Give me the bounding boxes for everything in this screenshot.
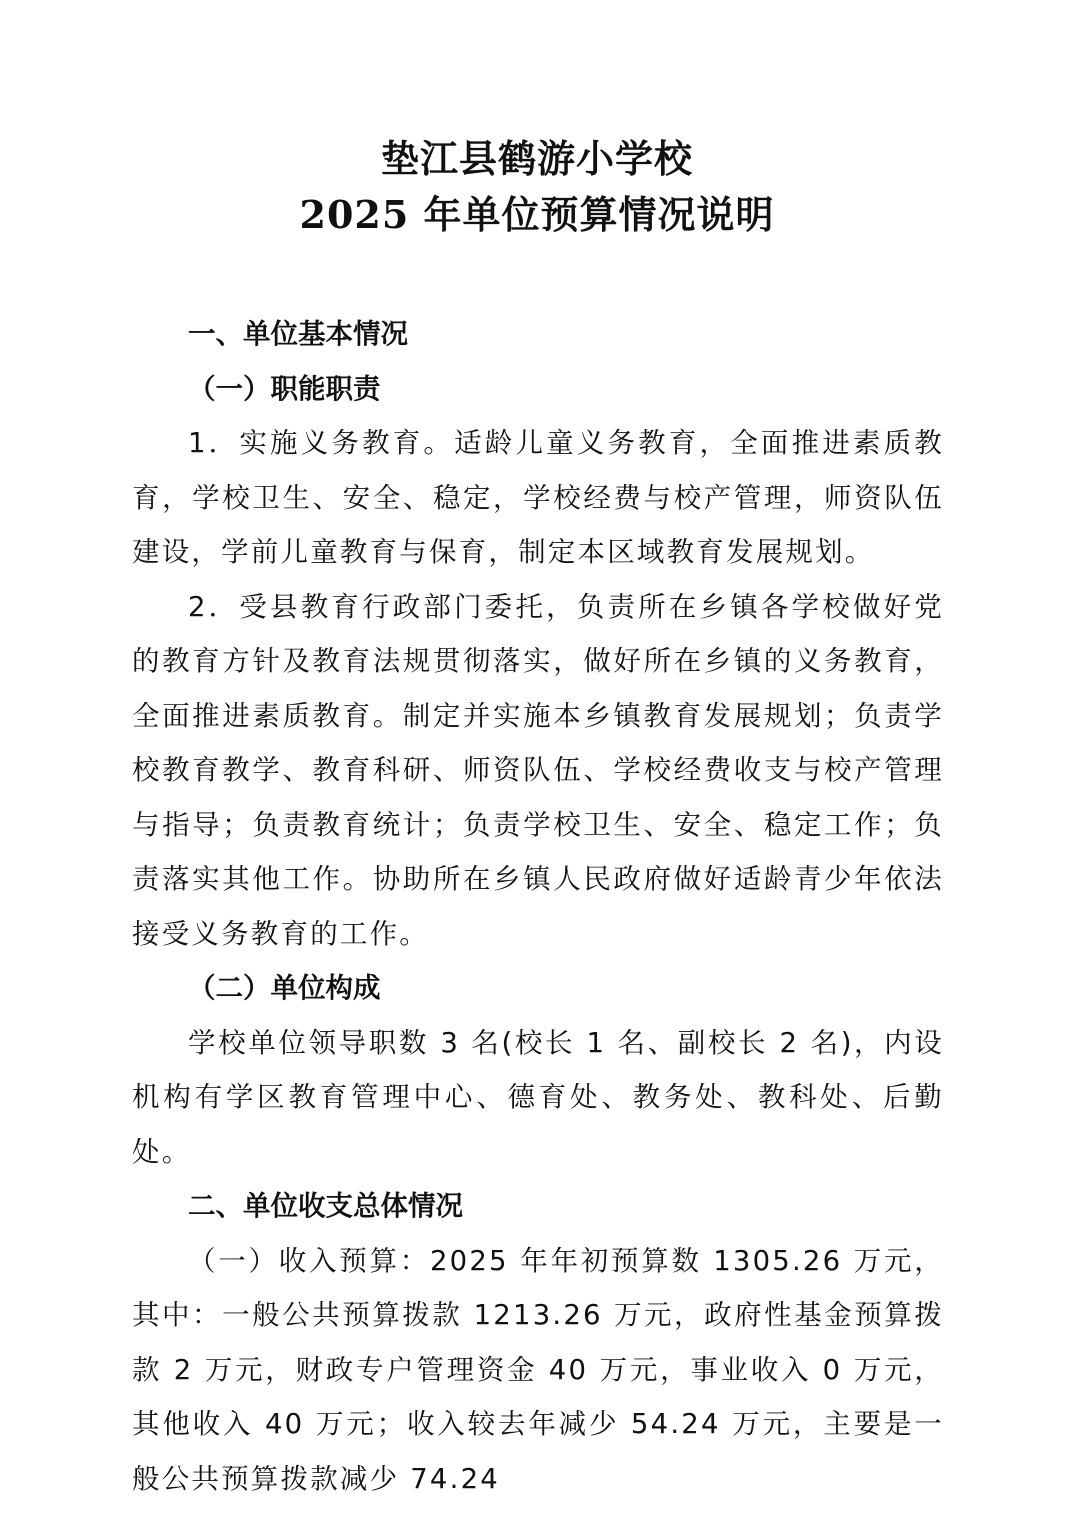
paragraph-income-budget: （一）收入预算：2025 年年初预算数 1305.26 万元，其中：一般公共预算拨款 1213.26 万元，政府性基金预算拨款 2 万元，财政专户管理资金 40 万元，事业收入 0 万元，其他收入 40 万元；收入较去年减少 54.24 万元，主要是一般公共预算拨款减少 74.24 (132, 1244, 944, 1495)
document-body (132, 307, 944, 1506)
document-title-line-1: 垫江县鹤游小学校 (380, 136, 693, 181)
subsection-heading-composition: （二）单位构成 (188, 972, 381, 1004)
paragraph-composition: 学校单位领导职数 3 名(校长 1 名、副校长 2 名)，内设机构有学区教育管理中心、德育处、教务处、教科处、后勤处。 (132, 1026, 944, 1168)
document-title-line-2: 2025 年单位预算情况说明 (299, 192, 775, 237)
section-heading-1: 一、单位基本情况 (188, 318, 408, 350)
subsection-heading-duties: （一）职能职责 (188, 372, 381, 405)
section-heading-2: 二、单位收支总体情况 (188, 1190, 463, 1222)
paragraph-duty-1: 1．实施义务教育。适龄儿童义务教育，全面推进素质教育，学校卫生、安全、稳定，学校经费与校产管理，师资队伍建设，学前儿童教育与保育，制定本区域教育发展规划。 (132, 427, 944, 568)
paragraph-duty-2: 2．受县教育行政部门委托，负责所在乡镇各学校做好党的教育方针及教育法规贯彻落实，做好所在乡镇的义务教育，全面推进素质教育。制定并实施本乡镇教育发展规划；负责学校教育教学、教育科研、师资队伍、学校经费收支与校产管理与指导；负责教育统计；负责学校卫生、安全、稳定工作；负责落实其他工作。协助所在乡镇人民政府做好适龄青少年依法接受义务教育的工作。 (132, 590, 944, 950)
